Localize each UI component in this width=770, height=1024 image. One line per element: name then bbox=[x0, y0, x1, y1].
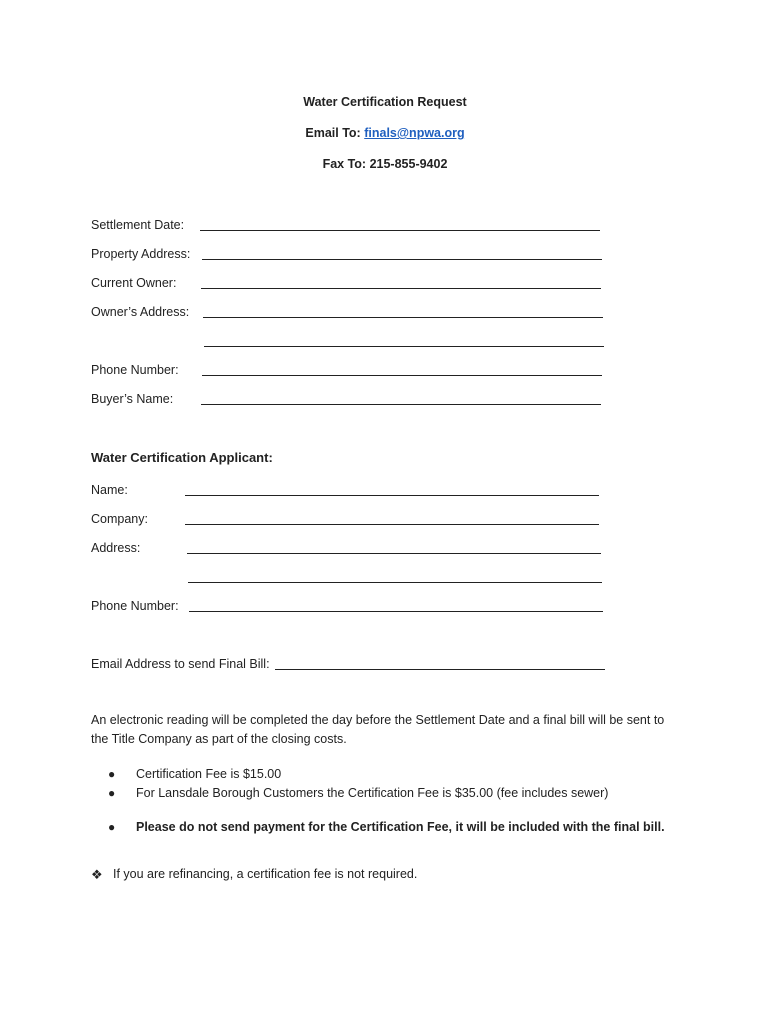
field-applicant-company bbox=[91, 508, 148, 526]
list-item bbox=[108, 765, 708, 784]
bullet-text: Please do not send payment for the Certification Fee, it will be included with the final bill. bbox=[136, 820, 665, 834]
applicant-company-input[interactable] bbox=[185, 512, 599, 525]
diamond-bullet-icon: ❖ bbox=[91, 867, 103, 882]
field-final-bill-email bbox=[91, 653, 270, 671]
field-label: Email Address to send Final Bill: bbox=[91, 657, 270, 671]
field-current-owner bbox=[91, 272, 176, 290]
field-label: Current Owner: bbox=[91, 276, 177, 290]
field-label: Phone Number: bbox=[91, 599, 179, 613]
field-applicant-name bbox=[91, 479, 128, 497]
field-applicant-phone bbox=[91, 595, 179, 613]
field-label: Company: bbox=[91, 512, 148, 526]
applicant-address-line2-input[interactable] bbox=[188, 570, 602, 583]
bullet-icon: ● bbox=[108, 786, 116, 800]
buyers-name-input[interactable] bbox=[201, 392, 601, 405]
notice-paragraph: An electronic reading will be completed the day before the Settlement Date and a final bill will be sent to the Title Company as part of the closing costs. bbox=[91, 713, 665, 746]
field-buyers-name bbox=[91, 388, 173, 406]
field-label: Buyer’s Name: bbox=[91, 392, 174, 406]
list-item bbox=[91, 865, 691, 884]
field-applicant-address bbox=[91, 537, 140, 555]
email-link[interactable]: finals@npwa.org bbox=[364, 126, 465, 140]
field-label: Property Address: bbox=[91, 247, 191, 261]
field-label: Settlement Date: bbox=[91, 218, 185, 232]
final-bill-email-input[interactable] bbox=[275, 657, 605, 670]
settlement-date-input[interactable] bbox=[200, 218, 600, 231]
list-item bbox=[108, 784, 708, 803]
field-property-address bbox=[91, 243, 190, 261]
bullet-text: For Lansdale Borough Customers the Certification Fee is $35.00 (fee includes sewer) bbox=[136, 786, 609, 800]
email-line bbox=[0, 126, 770, 140]
bullet-icon: ● bbox=[108, 767, 116, 781]
applicant-name-input[interactable] bbox=[185, 483, 599, 496]
bullet-icon: ● bbox=[108, 820, 116, 834]
fax-line: Fax To: 215-855-9402 bbox=[322, 157, 448, 171]
bullet-text: Certification Fee is $15.00 bbox=[136, 767, 282, 781]
field-label: Owner’s Address: bbox=[91, 305, 190, 319]
list-item bbox=[108, 818, 708, 837]
form-title: Water Certification Request bbox=[303, 95, 467, 109]
owners-address-line2-input[interactable] bbox=[204, 334, 604, 347]
payment-bullet bbox=[108, 818, 708, 837]
bullet-text: If you are refinancing, a certification fee is not required. bbox=[113, 867, 418, 881]
applicant-address-input[interactable] bbox=[187, 541, 601, 554]
owners-address-input[interactable] bbox=[203, 305, 603, 318]
property-address-input[interactable] bbox=[202, 247, 602, 260]
field-label: Name: bbox=[91, 483, 128, 497]
applicant-phone-input[interactable] bbox=[189, 599, 603, 612]
field-label: Phone Number: bbox=[91, 363, 179, 377]
email-prefix: Email To: bbox=[305, 126, 361, 140]
current-owner-input[interactable] bbox=[201, 276, 601, 289]
field-owners-address bbox=[91, 301, 189, 319]
refinance-note bbox=[91, 865, 691, 884]
fee-bullet-list bbox=[108, 765, 708, 803]
field-settlement-date bbox=[91, 214, 184, 232]
field-phone-number bbox=[91, 359, 179, 377]
field-label: Address: bbox=[91, 541, 141, 555]
phone-number-input[interactable] bbox=[202, 363, 602, 376]
applicant-section-title: Water Certification Applicant: bbox=[91, 450, 273, 465]
